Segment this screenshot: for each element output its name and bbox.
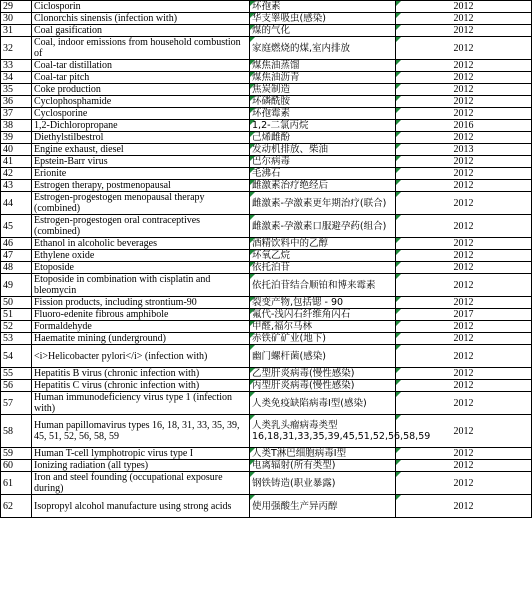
agent-chinese-cell: 煤焦油蒸馏 [250,60,396,72]
row-number-cell: 31 [1,25,32,37]
table-row [1,72,532,84]
row-number-cell: 61 [1,472,32,495]
table-row [1,262,532,274]
agent-chinese-cell: 氟代-浅闪石纤维角闪石 [250,309,396,321]
agent-chinese-cell: 环磷酰胺 [250,96,396,108]
row-number-cell: 44 [1,192,32,215]
agent-chinese-cell: 酒精饮料中的乙醇 [250,238,396,250]
table-row [1,309,532,321]
agent-english-cell: Clonorchis sinensis (infection with) [32,13,250,25]
row-number-cell: 45 [1,215,32,238]
year-cell: 2012 [396,274,532,297]
agent-english-cell: Estrogen-progestogen menopausal therapy (combined) [32,192,250,215]
table-row [1,321,532,333]
year-cell: 2012 [396,25,532,37]
row-number-cell: 54 [1,345,32,368]
table-row [1,25,532,37]
table-row [1,297,532,309]
agent-english-cell: Hepatitis C virus (chronic infection with) [32,380,250,392]
agent-english-cell: Coal-tar pitch [32,72,250,84]
year-cell: 2012 [396,495,532,518]
agent-chinese-cell: 电离辐射(所有类型) [250,460,396,472]
agent-english-cell: Hepatitis B virus (chronic infection with) [32,368,250,380]
row-number-cell: 47 [1,250,32,262]
agent-chinese-cell: 乙型肝炎病毒(慢性感染) [250,368,396,380]
row-number-cell: 36 [1,96,32,108]
year-cell: 2012 [396,380,532,392]
row-number-cell: 42 [1,168,32,180]
agent-chinese-cell: 环孢素 [250,1,396,13]
row-number-cell: 57 [1,392,32,415]
year-cell: 2012 [396,238,532,250]
agent-chinese-cell: 依托泊苷结合顺铂和博来霉素 [250,274,396,297]
agent-english-cell: Coke production [32,84,250,96]
agent-english-cell: Ciclosporin [32,1,250,13]
year-cell: 2012 [396,333,532,345]
row-number-cell: 62 [1,495,32,518]
row-number-cell: 39 [1,132,32,144]
row-number-cell: 52 [1,321,32,333]
agent-chinese-cell: 发动机排放、柴油 [250,144,396,156]
row-number-cell: 40 [1,144,32,156]
table-body [1,1,532,518]
agent-chinese-cell: 雌激素-孕激素口服避孕药(组合) [250,215,396,238]
year-cell: 2012 [396,262,532,274]
row-number-cell: 35 [1,84,32,96]
year-cell: 2012 [396,168,532,180]
row-number-cell: 38 [1,120,32,132]
table-row [1,415,532,448]
year-cell: 2012 [396,415,532,448]
row-number-cell: 29 [1,1,32,13]
year-cell: 2012 [396,1,532,13]
row-number-cell: 30 [1,13,32,25]
agent-english-cell: Fluoro-edenite fibrous amphibole [32,309,250,321]
agent-chinese-cell: 钢铁铸造(职业暴露) [250,472,396,495]
table-row [1,37,532,60]
row-number-cell: 59 [1,448,32,460]
agent-chinese-cell: 煤的气化 [250,25,396,37]
agent-chinese-cell: 使用强酸生产异丙醇 [250,495,396,518]
agent-english-cell: Fission products, including strontium-90 [32,297,250,309]
agent-english-cell: Ethanol in alcoholic beverages [32,238,250,250]
row-number-cell: 49 [1,274,32,297]
table-row [1,84,532,96]
year-cell: 2012 [396,368,532,380]
row-number-cell: 53 [1,333,32,345]
year-cell: 2012 [396,448,532,460]
year-cell: 2012 [396,392,532,415]
year-cell: 2012 [396,345,532,368]
year-cell: 2012 [396,60,532,72]
year-cell: 2012 [396,321,532,333]
row-number-cell: 58 [1,415,32,448]
row-number-cell: 60 [1,460,32,472]
agent-english-cell: Etoposide in combination with cisplatin and bleomycin [32,274,250,297]
year-cell: 2012 [396,472,532,495]
year-cell: 2012 [396,156,532,168]
table-row [1,180,532,192]
row-number-cell: 33 [1,60,32,72]
year-cell: 2012 [396,132,532,144]
year-cell: 2012 [396,250,532,262]
agent-english-cell: Epstein-Barr virus [32,156,250,168]
year-cell: 2012 [396,460,532,472]
table-row [1,192,532,215]
agent-chinese-cell: 己烯雌酚 [250,132,396,144]
agent-chinese-cell: 1,2-二氯丙烷 [250,120,396,132]
row-number-cell: 55 [1,368,32,380]
table-row [1,274,532,297]
year-cell: 2012 [396,297,532,309]
table-row [1,108,532,120]
agent-chinese-cell: 雌激素-孕激素更年期治疗(联合) [250,192,396,215]
year-cell: 2012 [396,37,532,60]
table-row [1,60,532,72]
agent-chinese-cell: 甲醛,福尔马林 [250,321,396,333]
row-number-cell: 32 [1,37,32,60]
table-row [1,1,532,13]
table-row [1,120,532,132]
agent-chinese-cell: 家庭燃烧的煤,室内排放 [250,37,396,60]
table-row [1,250,532,262]
agent-chinese-cell: 环氧乙烷 [250,250,396,262]
table-row [1,215,532,238]
table-row [1,144,532,156]
row-number-cell: 51 [1,309,32,321]
agent-english-cell: Human papillomavirus types 16, 18, 31, 33, 35, 39, 45, 51, 52, 56, 58, 59 [32,415,250,448]
agent-english-cell: Estrogen-progestogen oral contraceptives (combined) [32,215,250,238]
agent-chinese-cell: 巴尔病毒 [250,156,396,168]
agent-english-cell: Etoposide [32,262,250,274]
table-row [1,333,532,345]
agent-english-cell: Coal gasification [32,25,250,37]
year-cell: 2012 [396,96,532,108]
year-cell: 2012 [396,72,532,84]
row-number-cell: 41 [1,156,32,168]
agent-english-cell: Diethylstilbestrol [32,132,250,144]
table-row [1,368,532,380]
agent-chinese-cell: 依托泊苷 [250,262,396,274]
row-number-cell: 50 [1,297,32,309]
year-cell: 2012 [396,180,532,192]
table-row [1,380,532,392]
agent-english-cell: Human T-cell lymphotropic virus type I [32,448,250,460]
table-row [1,132,532,144]
agent-english-cell: Formaldehyde [32,321,250,333]
row-number-cell: 56 [1,380,32,392]
agent-chinese-cell: 毛沸石 [250,168,396,180]
agent-english-cell: Erionite [32,168,250,180]
year-cell: 2012 [396,84,532,96]
row-number-cell: 34 [1,72,32,84]
year-cell: 2012 [396,108,532,120]
agent-english-cell: Cyclosporine [32,108,250,120]
agent-chinese-cell: 人类T淋巴细胞病毒I型 [250,448,396,460]
agent-chinese-cell: 裂变产物,包括锶 - 90 [250,297,396,309]
year-cell: 2017 [396,309,532,321]
agent-english-cell: 1,2-Dichloropropane [32,120,250,132]
agent-english-cell: <i>Helicobacter pylori</i> (infection with) [32,345,250,368]
table-row [1,392,532,415]
row-number-cell: 37 [1,108,32,120]
table-row [1,460,532,472]
agent-english-cell: Ethylene oxide [32,250,250,262]
table-row [1,238,532,250]
agent-chinese-cell: 丙型肝炎病毒(慢性感染) [250,380,396,392]
year-cell: 2012 [396,192,532,215]
table-row [1,13,532,25]
table-row [1,345,532,368]
agent-chinese-cell: 雌激素治疗绝经后 [250,180,396,192]
table-row [1,168,532,180]
row-number-cell: 46 [1,238,32,250]
agent-chinese-cell: 华支睾吸虫(感染) [250,13,396,25]
agent-english-cell: Engine exhaust, diesel [32,144,250,156]
agent-english-cell: Ionizing radiation (all types) [32,460,250,472]
agent-english-cell: Estrogen therapy, postmenopausal [32,180,250,192]
year-cell: 2012 [396,13,532,25]
table-row [1,495,532,518]
year-cell: 2012 [396,215,532,238]
table-row [1,448,532,460]
agent-chinese-cell: 幽门螺杆菌(感染) [250,345,396,368]
agent-chinese-cell: 煤焦油沥青 [250,72,396,84]
agent-english-cell: Cyclophosphamide [32,96,250,108]
agent-chinese-cell: 焦炭制造 [250,84,396,96]
agent-english-cell: Human immunodeficiency virus type 1 (infection with) [32,392,250,415]
agent-english-cell: Coal, indoor emissions from household combustion of [32,37,250,60]
agent-english-cell: Iron and steel founding (occupational exposure during) [32,472,250,495]
table-row [1,472,532,495]
agent-english-cell: Coal-tar distillation [32,60,250,72]
agent-chinese-cell: 人类免疫缺陷病毒I型(感染) [250,392,396,415]
row-number-cell: 48 [1,262,32,274]
table-row [1,96,532,108]
row-number-cell: 43 [1,180,32,192]
agent-english-cell: Isopropyl alcohol manufacture using strong acids [32,495,250,518]
year-cell: 2016 [396,120,532,132]
agent-chinese-cell: 赤铁矿矿业(地下) [250,333,396,345]
agent-chinese-cell: 环孢霉素 [250,108,396,120]
agent-chinese-cell: 人类乳头瘤病毒类型16,18,31,33,35,39,45,51,52,56,58,59 [250,415,396,448]
year-cell: 2013 [396,144,532,156]
agent-english-cell: Haematite mining (underground) [32,333,250,345]
table-row [1,156,532,168]
